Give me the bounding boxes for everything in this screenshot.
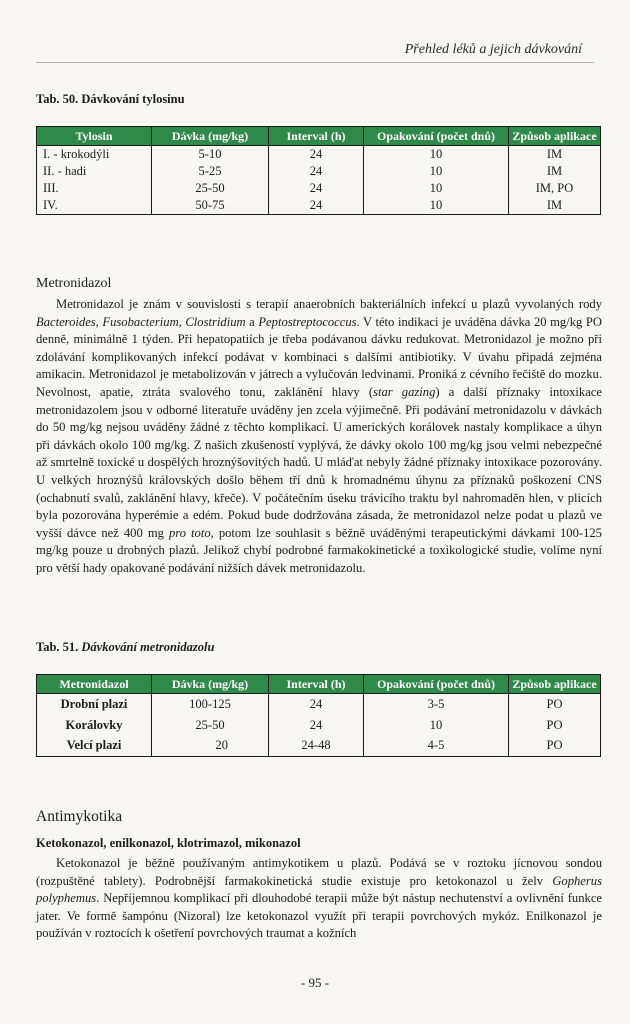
table-cell: 24 xyxy=(269,197,364,215)
table-cell: 25-50 xyxy=(152,715,269,736)
subsection-title: Ketokonazol, enilkonazol, klotrimazol, mikonazol xyxy=(36,836,301,850)
table-row xyxy=(37,197,601,215)
table-51-caption xyxy=(36,640,214,655)
paragraph-text: Ketokonazol je běžně používaným antimykotikem u plazů. Podává se v roztoku jícnovou sondou (rozpuštěné tablety). Podrobnější farmakokinetická studie existuje pro ketokonazol u želv xyxy=(36,856,602,888)
column-header: Tylosin xyxy=(37,127,152,146)
table-cell: PO xyxy=(509,736,601,757)
table-cell: PO xyxy=(509,715,601,736)
table-header-row xyxy=(37,675,601,694)
header-rule xyxy=(36,62,594,63)
table-cell: 10 xyxy=(364,180,509,197)
column-header: Způsob aplikace xyxy=(509,127,601,146)
table-row xyxy=(37,715,601,736)
antimykotika-paragraph xyxy=(36,855,602,943)
table-cell: Korálovky xyxy=(37,715,152,736)
table-cell: I. - krokodýli xyxy=(37,146,152,164)
table-row xyxy=(37,163,601,180)
table-cell: IM, PO xyxy=(509,180,601,197)
metronidazol-paragraph xyxy=(36,296,602,578)
table-cell: 5-25 xyxy=(152,163,269,180)
table-header-row xyxy=(37,127,601,146)
paragraph-text: . V této indikaci je uváděna dávka 20 mg/kg PO denně, minimálně 1 týden. Při hepatopatiích je třeba podávanou dávku redukovat. Metronidazol je možno při zdolávání komplikovaných infekcí podávat v kombinaci s dalšími antibiotiky. V úvahu připadá zejména amikacin. Metronidazol je metabolizován v játrech a vylučován ledvinami. Proniká z cévního řečiště do mozku. Nevolnost, apatie, ztráta svalového tonu, zaklánění hlavy ( xyxy=(36,314,603,399)
table-cell: IV. xyxy=(37,197,152,215)
table-cell: 24 xyxy=(269,180,364,197)
table-row xyxy=(37,694,601,715)
table-50-caption-prefix: Tab. 50. xyxy=(36,92,79,106)
paragraph-italic: Peptostreptococcus xyxy=(258,314,357,329)
table-cell: 24 xyxy=(269,163,364,180)
table-cell: 24 xyxy=(269,146,364,164)
table-cell: Velcí plazi xyxy=(37,736,152,757)
section-title-antimykotika: Antimykotika xyxy=(36,808,123,825)
table-51 xyxy=(36,674,601,757)
column-header: Opakování (počet dnů) xyxy=(364,675,509,694)
table-50-caption xyxy=(36,92,185,107)
table-cell: IM xyxy=(509,146,601,164)
column-header: Dávka (mg/kg) xyxy=(152,675,269,694)
table-cell: 20 xyxy=(152,736,269,757)
table-cell: 3-5 xyxy=(364,694,509,715)
table-cell: II. - hadi xyxy=(37,163,152,180)
paragraph-text: a xyxy=(245,314,259,329)
column-header: Dávka (mg/kg) xyxy=(152,127,269,146)
table-51-caption-prefix: Tab. 51. xyxy=(36,640,79,654)
table-row xyxy=(37,180,601,197)
column-header: Interval (h) xyxy=(269,675,364,694)
paragraph-italic: Bacteroides, Fusobacterium, Clostridium xyxy=(36,314,246,329)
table-51-caption-text: Dávkování metronidazolu xyxy=(81,640,215,654)
paragraph-text: . Nepříjemnou komplikací při dlouhodobé terapii může být nástup nechutenství a ovlivnění funkce jater. Ve formě šampónu (Nizoral) lze ketokonazol využít při terapii povrchových mykóz. Enilkonazol je používán v roztocích k ošetření povrchových traumat a kožních xyxy=(36,891,602,941)
table-cell: IM xyxy=(509,197,601,215)
running-header: Přehled léků a jejich dávkování xyxy=(404,42,582,57)
table-cell: IM xyxy=(509,163,601,180)
table-cell: III. xyxy=(37,180,152,197)
table-cell: 10 xyxy=(364,715,509,736)
table-cell: 50-75 xyxy=(152,197,269,215)
column-header: Způsob aplikace xyxy=(509,675,601,694)
table-cell: 24 xyxy=(269,715,364,736)
table-cell: 24 xyxy=(269,694,364,715)
page-number: - 95 - xyxy=(300,975,330,990)
column-header: Opakování (počet dnů) xyxy=(364,127,509,146)
column-header: Interval (h) xyxy=(269,127,364,146)
column-header: Metronidazol xyxy=(37,675,152,694)
paragraph-italic: Gopherus polyphemus xyxy=(36,873,602,906)
table-50 xyxy=(36,126,601,215)
table-cell: 25-50 xyxy=(152,180,269,197)
table-cell: 10 xyxy=(364,146,509,164)
paragraph-text: Metronidazol je znám v souvislosti s terapií anaerobních bakteriálních infekcí u plazů vyvolaných rody xyxy=(56,297,602,311)
table-cell: PO xyxy=(509,694,601,715)
paragraph-text: ) a další příznaky intoxikace metronidazolem jsou v odborné literatuře uváděny jen zcela výjimečně. Při podávání metronidazolu v dávkách do 50 mg/kg nejsou uváděny žádné z těchto komplikací. U amerických korálovek nastaly komplikace a úhyn při dávkách okolo 100 mg/kg. Z našich zkušeností vyplývá, že dávky okolo 100 mg/kg jsou velmi nebezpečné až smrtelně toxické u dospělých hroznýšovitých hadů. U mláďat nebyly žádné příznaky intoxikace pozorovány. U velkých hroznýšů královských došlo během tří dnů k hromadnému úhynu za příznaků poškození CNS (ochabnutí svalů, zaklánění hlavy, křeče). V počátečním úseku trávicího traktu byl nahromaděn hlen, v plicích byla pozorována hyperémie a edém. Pokud bude dodržována zásada, že metronidazol nelze podat u plazů ve vyšší dávce než 400 mg xyxy=(36,384,602,540)
section-title-metronidazol: Metronidazol xyxy=(36,276,112,291)
table-cell: Drobní plazi xyxy=(37,694,152,715)
table-50-caption-text: Dávkování tylosinu xyxy=(81,92,185,106)
table-cell: 10 xyxy=(364,163,509,180)
paragraph-italic: star gazing xyxy=(373,384,436,399)
table-cell: 10 xyxy=(364,197,509,215)
table-cell: 100-125 xyxy=(152,694,269,715)
table-cell: 4-5 xyxy=(364,736,509,757)
table-row xyxy=(37,146,601,164)
paragraph-italic: pro toto xyxy=(168,525,211,540)
paragraph-text: , potom lze souhlasit s běžně uváděnými terapeutickými dávkami 100-125 mg/kg pouze u drobných plazů. Jelikož chybí podrobné farmakokinetické a toxikologické studie, volíme nyní pro větší hady opakované podávání nižších dávek metronidazolu. xyxy=(36,525,602,575)
table-cell: 5-10 xyxy=(152,146,269,164)
table-cell: 24-48 xyxy=(269,736,364,757)
table-row xyxy=(37,736,601,757)
